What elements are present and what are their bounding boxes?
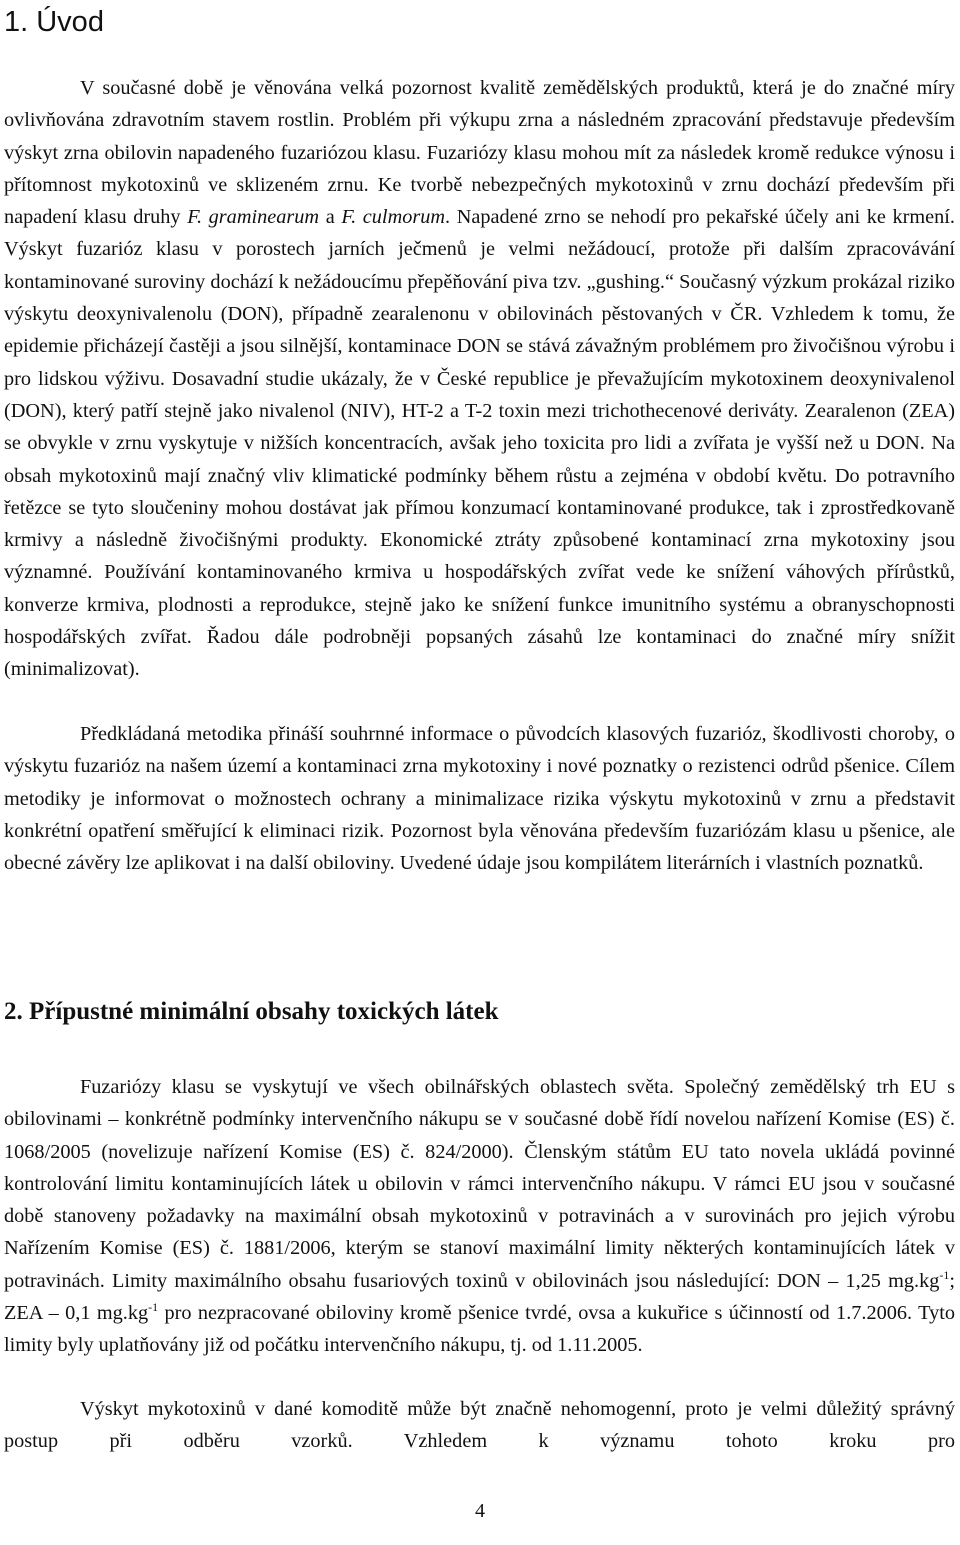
section-1-heading: 1. Úvod [4, 6, 104, 38]
section-1-paragraph-1: V současné době je věnována velká pozornost kvalitě zemědělských produktů, která je do značné míry ovlivňována zdravotním stavem rostlin. Problém při výkupu zrna a následném zpracování představuje především výskyt zrna obilovin napadeného fuzariózou klasu. Fuzariózy klasu mohou mít za následek kromě redukce výnosu i přítomnost mykotoxinů ve sklizeném zrnu. Ke tvorbě nebezpečných mykotoxinů v zrnu dochází především při napadení klasu druhy F. graminearum a F. culmorum. Napadené zrno se nehodí pro pekařské účely ani ke krmení. Výskyt fuzarióz klasu v porostech jarních ječmenů je velmi nežádoucí, protože při dalším zpracovávání kontaminované suroviny dochází k nežádoucímu přepěňování piva tzv. „gushing.“ Současný výzkum prokázal riziko výskytu deoxynivalenolu (DON), případně zearalenonu v obilovinách pěstovaných v ČR. Vzhledem k tomu, že epidemie přicházejí častěji a jsou silnější, kontaminace DON se stává závažným problémem pro živočišnou výrobu i pro lidskou výživu. Dosavadní studie ukázaly, že v České republice je převažujícím mykotoxinem deoxynivalenol (DON), který patří stejně jako nivalenol (NIV), HT-2 a T-2 toxin mezi trichothecenové deriváty. Zearalenon (ZEA) se obvykle v zrnu vyskytuje v nižších koncentracích, avšak jeho toxicita pro lidi a zvířata je vyšší než u DON. Na obsah mykotoxinů mají značný vliv klimatické podmínky během růstu a zejména v období květu. Do potravního řetězce se tyto sloučeniny mohou dostávat jak přímou konzumací kontaminované produkce, tak i zprostředkovaně krmivy a následně živočišnými produkty. Ekonomické ztráty způsobené kontaminací zrna mykotoxiny jsou významné. Používání kontaminovaného krmiva u hospodářských zvířat vede ke snížení váhových přírůstků, konverze krmiva, plodnosti a reprodukce, stejně jako ke snížení funkce imunitního systému a obranyschopnosti hospodářských zvířat. Řadou dále podrobněji popsaných zásahů lze kontaminaci do značné míry snížit (minimalizovat). [4, 77, 955, 681]
section-2-heading: 2. Přípustné minimální obsahy toxických látek [4, 998, 499, 1025]
section-2-paragraph-1: Fuzariózy klasu se vyskytují ve všech obilnářských oblastech světa. Společný zemědělský trh EU s obilovinami – konkrétně podmínky intervenčního nákupu se v současné době řídí novelou nařízení Komise (ES) č. 1068/2005 (novelizuje nařízení Komise (ES) č. 824/2000). Členským státům EU tato novela ukládá povinné kontrolování limitu kontaminujících látek u obilovin v rámci intervenčního nákupu. V rámci EU jsou v současné době stanoveny požadavky na maximální obsah mykotoxinů v potravinách a v surovinách pro jejich výrobu Nařízením Komise (ES) č. 1881/2006, kterým se stanoví maximální limity některých kontaminujících látek v potravinách. Limity maximálního obsahu fusariových toxinů v obilovinách jsou následující: DON – 1,25 $mg.kg^{-1}$; ZEA – 0,1 $mg.kg^{-1}$ pro nezpracované obiloviny kromě pšenice tvrdé, ovsa a kukuřice s účinností od 1.7.2006. Tyto limity byly uplatňovány již od počátku intervenčního nákupu, tj. od 1.11.2005. [4, 1076, 955, 1357]
page-number: 4 [475, 1500, 485, 1522]
section-2-paragraph-2: Výskyt mykotoxinů v dané komoditě může být značně nehomogenní, proto je velmi důležitý správný postup při odběru vzorků. Vzhledem k významu tohoto kroku pro [4, 1398, 955, 1453]
section-1-paragraph-2: Předkládaná metodika přináší souhrnné informace o původcích klasových fuzarióz, škodlivosti choroby, o výskytu fuzarióz na našem území a kontaminaci zrna mykotoxiny i nové poznatky o rezistenci odrůd pšenice. Cílem metodiky je informovat o možnostech ochrany a minimalizace rizika výskytu mykotoxinů v zrnu a představit konkrétní opatření směřující k eliminaci rizik. Pozornost byla věnována především fuzariózám klasu u pšenice, ale obecné závěry lze aplikovat i na další obiloviny. Uvedené údaje jsou kompilátem literárních i vlastních poznatků. [4, 723, 955, 875]
